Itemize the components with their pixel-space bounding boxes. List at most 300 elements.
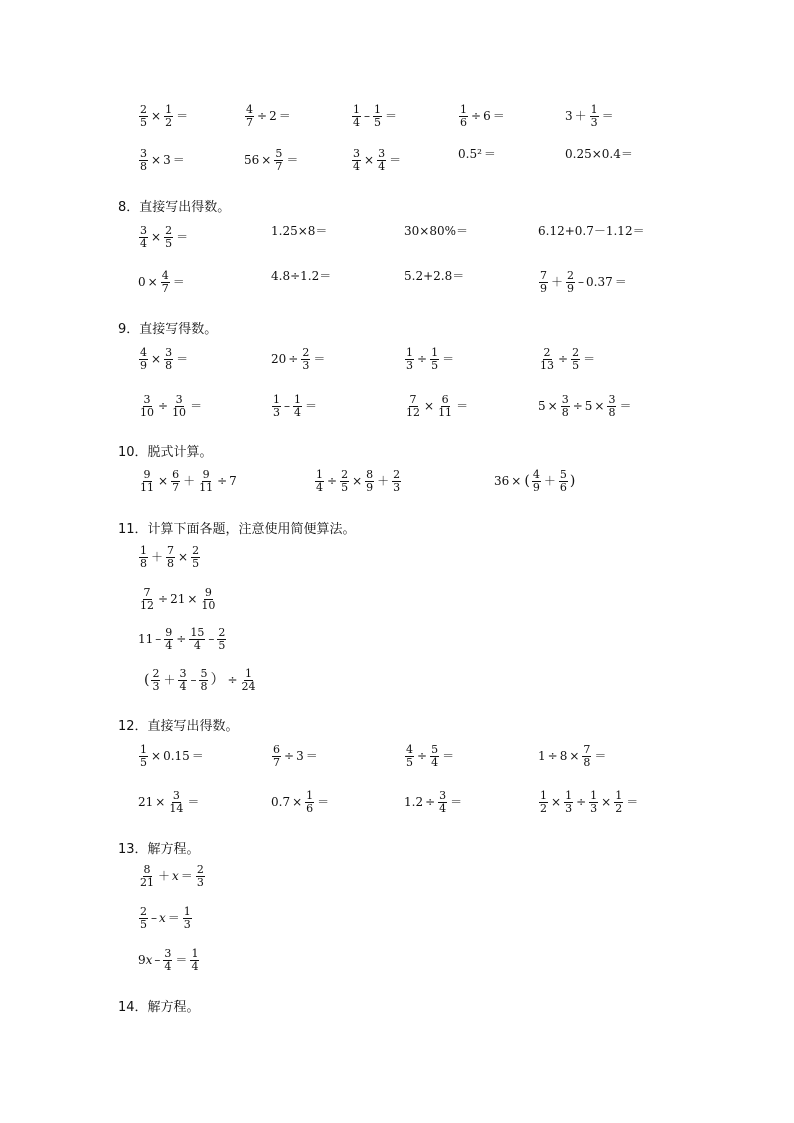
fraction-denominator: 3 bbox=[183, 917, 191, 931]
operator: ÷ bbox=[217, 474, 228, 489]
operator: ＝ bbox=[317, 795, 330, 810]
fraction-numerator: 1 bbox=[374, 103, 381, 116]
fraction-numerator: 7 bbox=[167, 544, 175, 557]
section-heading: 12．直接写出得数。 bbox=[118, 719, 239, 734]
fraction-denominator: 4 bbox=[294, 405, 301, 419]
operator: ＋ bbox=[163, 673, 176, 688]
fraction-denominator: 12 bbox=[406, 405, 420, 419]
fraction bbox=[139, 906, 148, 930]
expression bbox=[138, 744, 206, 768]
expression bbox=[138, 347, 190, 371]
variable: x bbox=[145, 953, 153, 968]
fraction bbox=[607, 394, 616, 418]
fraction-denominator: 9 bbox=[532, 480, 540, 494]
fraction-numerator: 3 bbox=[165, 346, 173, 359]
fraction-numerator: 2 bbox=[140, 103, 147, 116]
number-text: 6 bbox=[483, 109, 491, 124]
fraction-numerator: 4 bbox=[532, 468, 540, 481]
fraction-numerator: 6 bbox=[172, 468, 180, 481]
operator: ＝ bbox=[442, 749, 455, 764]
fraction bbox=[191, 545, 200, 569]
fraction bbox=[438, 790, 447, 814]
fraction-denominator: 9 bbox=[140, 358, 147, 372]
operator: × bbox=[151, 749, 162, 764]
fraction-denominator: 3 bbox=[302, 358, 310, 372]
number-text: 0.25×0.4＝ bbox=[565, 147, 633, 161]
fraction-denominator: 5 bbox=[165, 236, 173, 250]
fraction-numerator: 1 bbox=[590, 103, 598, 116]
operator: × bbox=[364, 153, 375, 168]
expression bbox=[143, 668, 258, 692]
expression bbox=[138, 394, 204, 418]
operator: ÷ bbox=[417, 749, 428, 764]
fraction-numerator: 1 bbox=[140, 743, 147, 756]
expression bbox=[538, 394, 633, 418]
fraction-denominator: 10 bbox=[172, 405, 187, 419]
fraction-numerator: 4 bbox=[246, 103, 253, 116]
operator: × bbox=[151, 153, 162, 168]
operator: × bbox=[424, 399, 435, 414]
operator: ÷ bbox=[288, 352, 299, 367]
fraction-numerator: 7 bbox=[409, 393, 417, 406]
operator: ＝ bbox=[442, 352, 455, 367]
number-text: 3 bbox=[163, 153, 171, 168]
fraction-numerator: 1 bbox=[540, 789, 547, 802]
fraction bbox=[561, 394, 570, 418]
fraction-denominator: 10 bbox=[201, 598, 216, 612]
fraction-denominator: 5 bbox=[374, 115, 381, 129]
fraction-denominator: 8 bbox=[561, 405, 569, 419]
fraction bbox=[139, 148, 148, 172]
fraction-denominator: 5 bbox=[406, 755, 413, 769]
fraction-denominator: 3 bbox=[196, 875, 204, 889]
fraction-numerator: 15 bbox=[190, 626, 205, 639]
fraction-numerator: 2 bbox=[165, 224, 173, 237]
number-text: 0 bbox=[138, 275, 146, 290]
fraction bbox=[301, 347, 310, 371]
fraction-denominator: 12 bbox=[140, 598, 154, 612]
fraction bbox=[539, 790, 548, 814]
fraction-numerator: 1 bbox=[590, 789, 598, 802]
operator: ＝ bbox=[176, 230, 189, 245]
fraction-denominator: 2 bbox=[165, 115, 173, 129]
operator: × bbox=[151, 230, 162, 245]
fraction-numerator: 2 bbox=[543, 346, 551, 359]
fraction bbox=[539, 270, 548, 294]
operator: – bbox=[284, 399, 290, 414]
fraction-denominator: 4 bbox=[378, 159, 386, 173]
fraction-denominator: 3 bbox=[152, 679, 160, 693]
expression bbox=[494, 469, 576, 493]
fraction bbox=[183, 906, 192, 930]
operator: ÷ bbox=[158, 399, 169, 414]
fraction-numerator: 3 bbox=[172, 789, 180, 802]
section-heading: 10．脱式计算。 bbox=[118, 445, 213, 460]
fraction bbox=[392, 469, 401, 493]
expression bbox=[404, 394, 470, 418]
operator: ＝ bbox=[492, 109, 505, 124]
expression bbox=[404, 347, 456, 371]
operator: ＝ bbox=[176, 352, 189, 367]
fraction-denominator: 8 bbox=[200, 679, 208, 693]
fraction bbox=[168, 790, 184, 814]
operator: × bbox=[601, 795, 612, 810]
fraction-denominator: 4 bbox=[140, 236, 147, 250]
operator: ＋ bbox=[151, 550, 164, 565]
fraction bbox=[245, 104, 254, 128]
operator: ＝ bbox=[626, 795, 639, 810]
fraction bbox=[189, 627, 205, 651]
fraction-denominator: 8 bbox=[165, 358, 173, 372]
expression bbox=[271, 225, 327, 237]
fraction-numerator: 2 bbox=[393, 468, 401, 481]
expression bbox=[271, 347, 327, 371]
number-text: 9 bbox=[138, 953, 146, 968]
fraction-numerator: 5 bbox=[200, 667, 208, 680]
fraction-denominator: 7 bbox=[273, 755, 280, 769]
fraction bbox=[241, 668, 257, 692]
number-text: 1.2 bbox=[404, 795, 424, 810]
fraction-numerator: 9 bbox=[143, 468, 151, 481]
fraction bbox=[571, 347, 580, 371]
operator: × bbox=[551, 795, 562, 810]
expression bbox=[404, 744, 456, 768]
fraction-numerator: 7 bbox=[540, 269, 547, 282]
fraction-numerator: 9 bbox=[165, 626, 173, 639]
fraction bbox=[377, 148, 386, 172]
operator: – bbox=[364, 109, 370, 124]
fraction bbox=[590, 104, 599, 128]
operator: ÷ bbox=[227, 673, 238, 688]
operator: ＝ bbox=[450, 795, 463, 810]
fraction bbox=[139, 864, 155, 888]
expression bbox=[138, 225, 190, 249]
fraction-numerator: 4 bbox=[406, 743, 413, 756]
fraction-numerator: 2 bbox=[196, 863, 204, 876]
fraction bbox=[196, 864, 205, 888]
fraction bbox=[198, 469, 214, 493]
fraction-numerator: 2 bbox=[140, 905, 147, 918]
fraction bbox=[199, 668, 208, 692]
expression bbox=[538, 347, 597, 371]
fraction-denominator: 3 bbox=[393, 480, 401, 494]
number-text: 8 bbox=[559, 749, 568, 764]
fraction-denominator: 9 bbox=[567, 281, 575, 295]
fraction-numerator: 7 bbox=[143, 586, 151, 599]
fraction bbox=[171, 469, 180, 493]
operator: ＝ bbox=[583, 352, 596, 367]
number-text: 56 bbox=[244, 153, 260, 168]
fraction-numerator: 9 bbox=[202, 468, 210, 481]
number-text: 1.25×8＝ bbox=[271, 224, 328, 238]
fraction bbox=[139, 347, 148, 371]
fraction-denominator: 4 bbox=[431, 755, 439, 769]
expression bbox=[271, 744, 320, 768]
fraction-denominator: 5 bbox=[341, 480, 349, 494]
fraction-numerator: 1 bbox=[316, 468, 323, 481]
fraction-numerator: 1 bbox=[406, 346, 413, 359]
fraction-denominator: 3 bbox=[406, 358, 413, 372]
variable: x bbox=[159, 911, 166, 926]
fraction-denominator: 5 bbox=[572, 358, 580, 372]
fraction-numerator: 7 bbox=[583, 743, 591, 756]
fraction-denominator: 4 bbox=[179, 679, 187, 693]
fraction-numerator: 2 bbox=[341, 468, 349, 481]
operator: – bbox=[578, 275, 585, 290]
fraction-denominator: 4 bbox=[316, 480, 323, 494]
fraction-numerator: 4 bbox=[140, 346, 147, 359]
expression bbox=[351, 148, 403, 172]
fraction-denominator: 2 bbox=[540, 801, 547, 815]
fraction bbox=[171, 394, 187, 418]
fraction bbox=[430, 744, 439, 768]
fraction bbox=[139, 744, 148, 768]
fraction-denominator: 13 bbox=[540, 358, 554, 372]
fraction-denominator: 21 bbox=[140, 875, 154, 889]
fraction bbox=[373, 104, 382, 128]
section-heading: 8．直接写出得数。 bbox=[118, 200, 231, 215]
fraction-numerator: 2 bbox=[152, 667, 160, 680]
parenthesis: ) bbox=[569, 473, 576, 490]
operator: ÷ bbox=[327, 474, 338, 489]
fraction-denominator: 8 bbox=[608, 405, 616, 419]
expression bbox=[138, 864, 206, 888]
fraction-numerator: 1 bbox=[294, 393, 301, 406]
expression bbox=[404, 790, 464, 814]
fraction-denominator: 11 bbox=[199, 480, 214, 494]
operator: × bbox=[151, 352, 162, 367]
parenthesis: ） bbox=[210, 672, 225, 689]
fraction-denominator: 2 bbox=[615, 801, 623, 815]
operator: ＝ bbox=[389, 153, 402, 168]
fraction-numerator: 3 bbox=[164, 947, 172, 960]
number-text: 5 bbox=[538, 399, 546, 414]
fraction-denominator: 9 bbox=[540, 281, 547, 295]
fraction bbox=[272, 744, 281, 768]
number-text: 21 bbox=[170, 592, 186, 607]
fraction-numerator: 1 bbox=[615, 789, 623, 802]
expression bbox=[138, 148, 187, 172]
fraction-numerator: 2 bbox=[192, 544, 200, 557]
fraction-denominator: 6 bbox=[559, 480, 567, 494]
operator: ＝ bbox=[191, 749, 204, 764]
fraction-numerator: 3 bbox=[439, 789, 447, 802]
operator: ÷ bbox=[257, 109, 268, 124]
operator: ÷ bbox=[158, 592, 169, 607]
fraction-numerator: 1 bbox=[165, 103, 173, 116]
fraction-denominator: 4 bbox=[353, 115, 360, 129]
number-text: 5.2+2.8＝ bbox=[404, 269, 465, 283]
operator: ＋ bbox=[158, 869, 171, 884]
operator: ＋ bbox=[543, 474, 556, 489]
fraction-numerator: 1 bbox=[140, 544, 147, 557]
fraction-numerator: 3 bbox=[561, 393, 569, 406]
operator: ÷ bbox=[425, 795, 436, 810]
fraction-denominator: 7 bbox=[161, 281, 169, 295]
operator: × bbox=[261, 153, 272, 168]
operator: ＝ bbox=[313, 352, 326, 367]
operator: ＝ bbox=[180, 869, 193, 884]
number-text: 30×80%＝ bbox=[404, 224, 468, 238]
fraction-denominator: 3 bbox=[273, 405, 280, 419]
fraction-denominator: 6 bbox=[306, 801, 314, 815]
operator: ÷ bbox=[471, 109, 482, 124]
expression bbox=[138, 545, 201, 569]
fraction-denominator: 5 bbox=[192, 556, 200, 570]
variable: x bbox=[172, 869, 179, 884]
fraction-denominator: 11 bbox=[438, 405, 453, 419]
operator: ＝ bbox=[483, 147, 496, 161]
fraction-numerator: 9 bbox=[204, 586, 212, 599]
fraction-numerator: 1 bbox=[183, 905, 191, 918]
number-text: 0.37 bbox=[586, 275, 613, 290]
operator: × bbox=[147, 275, 158, 290]
operator: ＝ bbox=[190, 399, 203, 414]
expression bbox=[538, 744, 608, 768]
expression bbox=[271, 270, 331, 282]
fraction bbox=[405, 394, 421, 418]
fraction-numerator: 3 bbox=[175, 393, 183, 406]
fraction-denominator: 5 bbox=[140, 115, 147, 129]
fraction-numerator: 3 bbox=[608, 393, 616, 406]
fraction bbox=[217, 627, 226, 651]
fraction-numerator: 8 bbox=[366, 468, 374, 481]
operator: × bbox=[158, 474, 169, 489]
fraction-denominator: 11 bbox=[140, 480, 154, 494]
fraction-denominator: 8 bbox=[140, 159, 147, 173]
fraction bbox=[352, 148, 361, 172]
fraction-numerator: 8 bbox=[143, 863, 151, 876]
fraction bbox=[315, 469, 324, 493]
number-text: 0.7 bbox=[271, 795, 291, 810]
operator: ＋ bbox=[183, 474, 196, 489]
fraction bbox=[559, 469, 568, 493]
operator: ＝ bbox=[385, 109, 398, 124]
parenthesis: ( bbox=[144, 672, 150, 689]
fraction-numerator: 6 bbox=[273, 743, 280, 756]
fraction-numerator: 2 bbox=[567, 269, 575, 282]
section-heading: 9．直接写得数。 bbox=[118, 322, 218, 337]
fraction bbox=[200, 587, 216, 611]
operator: – bbox=[154, 953, 161, 968]
expression bbox=[538, 790, 640, 814]
expression bbox=[138, 948, 200, 972]
operator: – bbox=[190, 673, 197, 688]
fraction bbox=[164, 225, 173, 249]
fraction bbox=[161, 270, 170, 294]
fraction bbox=[532, 469, 541, 493]
fraction bbox=[163, 948, 172, 972]
operator: ＝ bbox=[456, 399, 469, 414]
number-text: 0.5² bbox=[458, 147, 482, 161]
fraction-numerator: 1 bbox=[306, 789, 314, 802]
expression bbox=[138, 790, 201, 814]
expression bbox=[404, 225, 468, 237]
operator: ＝ bbox=[176, 109, 189, 124]
fraction-numerator: 1 bbox=[431, 346, 439, 359]
fraction-denominator: 3 bbox=[590, 115, 598, 129]
operator: ÷ bbox=[547, 749, 558, 764]
operator: ＝ bbox=[614, 275, 627, 290]
section-heading: 13．解方程。 bbox=[118, 842, 200, 857]
operator: ÷ bbox=[417, 352, 428, 367]
fraction bbox=[293, 394, 302, 418]
number-text: 3 bbox=[565, 109, 573, 124]
fraction bbox=[564, 790, 573, 814]
fraction-numerator: 5 bbox=[275, 147, 283, 160]
fraction-denominator: 24 bbox=[241, 679, 256, 693]
number-text: 4.8÷1.2＝ bbox=[271, 269, 332, 283]
expression bbox=[244, 148, 300, 172]
parenthesis: ( bbox=[524, 473, 530, 490]
expression bbox=[138, 906, 193, 930]
fraction-numerator: 3 bbox=[353, 147, 360, 160]
fraction-denominator: 8 bbox=[140, 556, 147, 570]
fraction bbox=[405, 347, 414, 371]
section-heading: 11．计算下面各题，注意使用简便算法。 bbox=[118, 522, 356, 537]
fraction-numerator: 1 bbox=[245, 667, 253, 680]
number-text: 3 bbox=[296, 749, 304, 764]
operator: ＝ bbox=[594, 749, 607, 764]
fraction-numerator: 3 bbox=[140, 224, 147, 237]
expression bbox=[271, 394, 319, 418]
expression bbox=[565, 148, 633, 160]
expression bbox=[314, 469, 402, 493]
fraction-numerator: 1 bbox=[565, 789, 573, 802]
operator: ＝ bbox=[172, 275, 185, 290]
fraction-numerator: 3 bbox=[140, 147, 147, 160]
fraction-denominator: 5 bbox=[218, 638, 226, 652]
fraction bbox=[139, 225, 148, 249]
operator: ＝ bbox=[305, 399, 318, 414]
fraction-denominator: 4 bbox=[439, 801, 447, 815]
section-heading: 14．解方程。 bbox=[118, 1000, 200, 1015]
fraction-denominator: 3 bbox=[590, 801, 598, 815]
expression bbox=[138, 104, 190, 128]
fraction bbox=[164, 104, 173, 128]
number-text: 36 bbox=[494, 474, 510, 489]
operator: × bbox=[178, 550, 189, 565]
fraction bbox=[305, 790, 314, 814]
expression bbox=[138, 469, 237, 493]
fraction-denominator: 3 bbox=[565, 801, 573, 815]
fraction-numerator: 6 bbox=[441, 393, 449, 406]
operator: ＝ bbox=[175, 953, 188, 968]
fraction-numerator: 1 bbox=[460, 103, 467, 116]
fraction bbox=[139, 587, 155, 611]
fraction bbox=[352, 104, 361, 128]
fraction bbox=[582, 744, 591, 768]
number-text: 2 bbox=[269, 109, 277, 124]
fraction bbox=[539, 347, 555, 371]
fraction bbox=[272, 394, 281, 418]
operator: × bbox=[292, 795, 303, 810]
fraction bbox=[139, 394, 155, 418]
expression bbox=[244, 104, 293, 128]
expression bbox=[538, 270, 629, 294]
operator: ＋ bbox=[574, 109, 587, 124]
fraction-numerator: 1 bbox=[353, 103, 360, 116]
fraction-numerator: 4 bbox=[161, 269, 169, 282]
operator: ＝ bbox=[172, 153, 185, 168]
fraction bbox=[430, 347, 439, 371]
number-text: 21 bbox=[138, 795, 154, 810]
operator: ÷ bbox=[284, 749, 295, 764]
operator: ＝ bbox=[278, 109, 291, 124]
fraction bbox=[178, 668, 187, 692]
fraction-denominator: 9 bbox=[366, 480, 374, 494]
fraction-numerator: 2 bbox=[302, 346, 310, 359]
